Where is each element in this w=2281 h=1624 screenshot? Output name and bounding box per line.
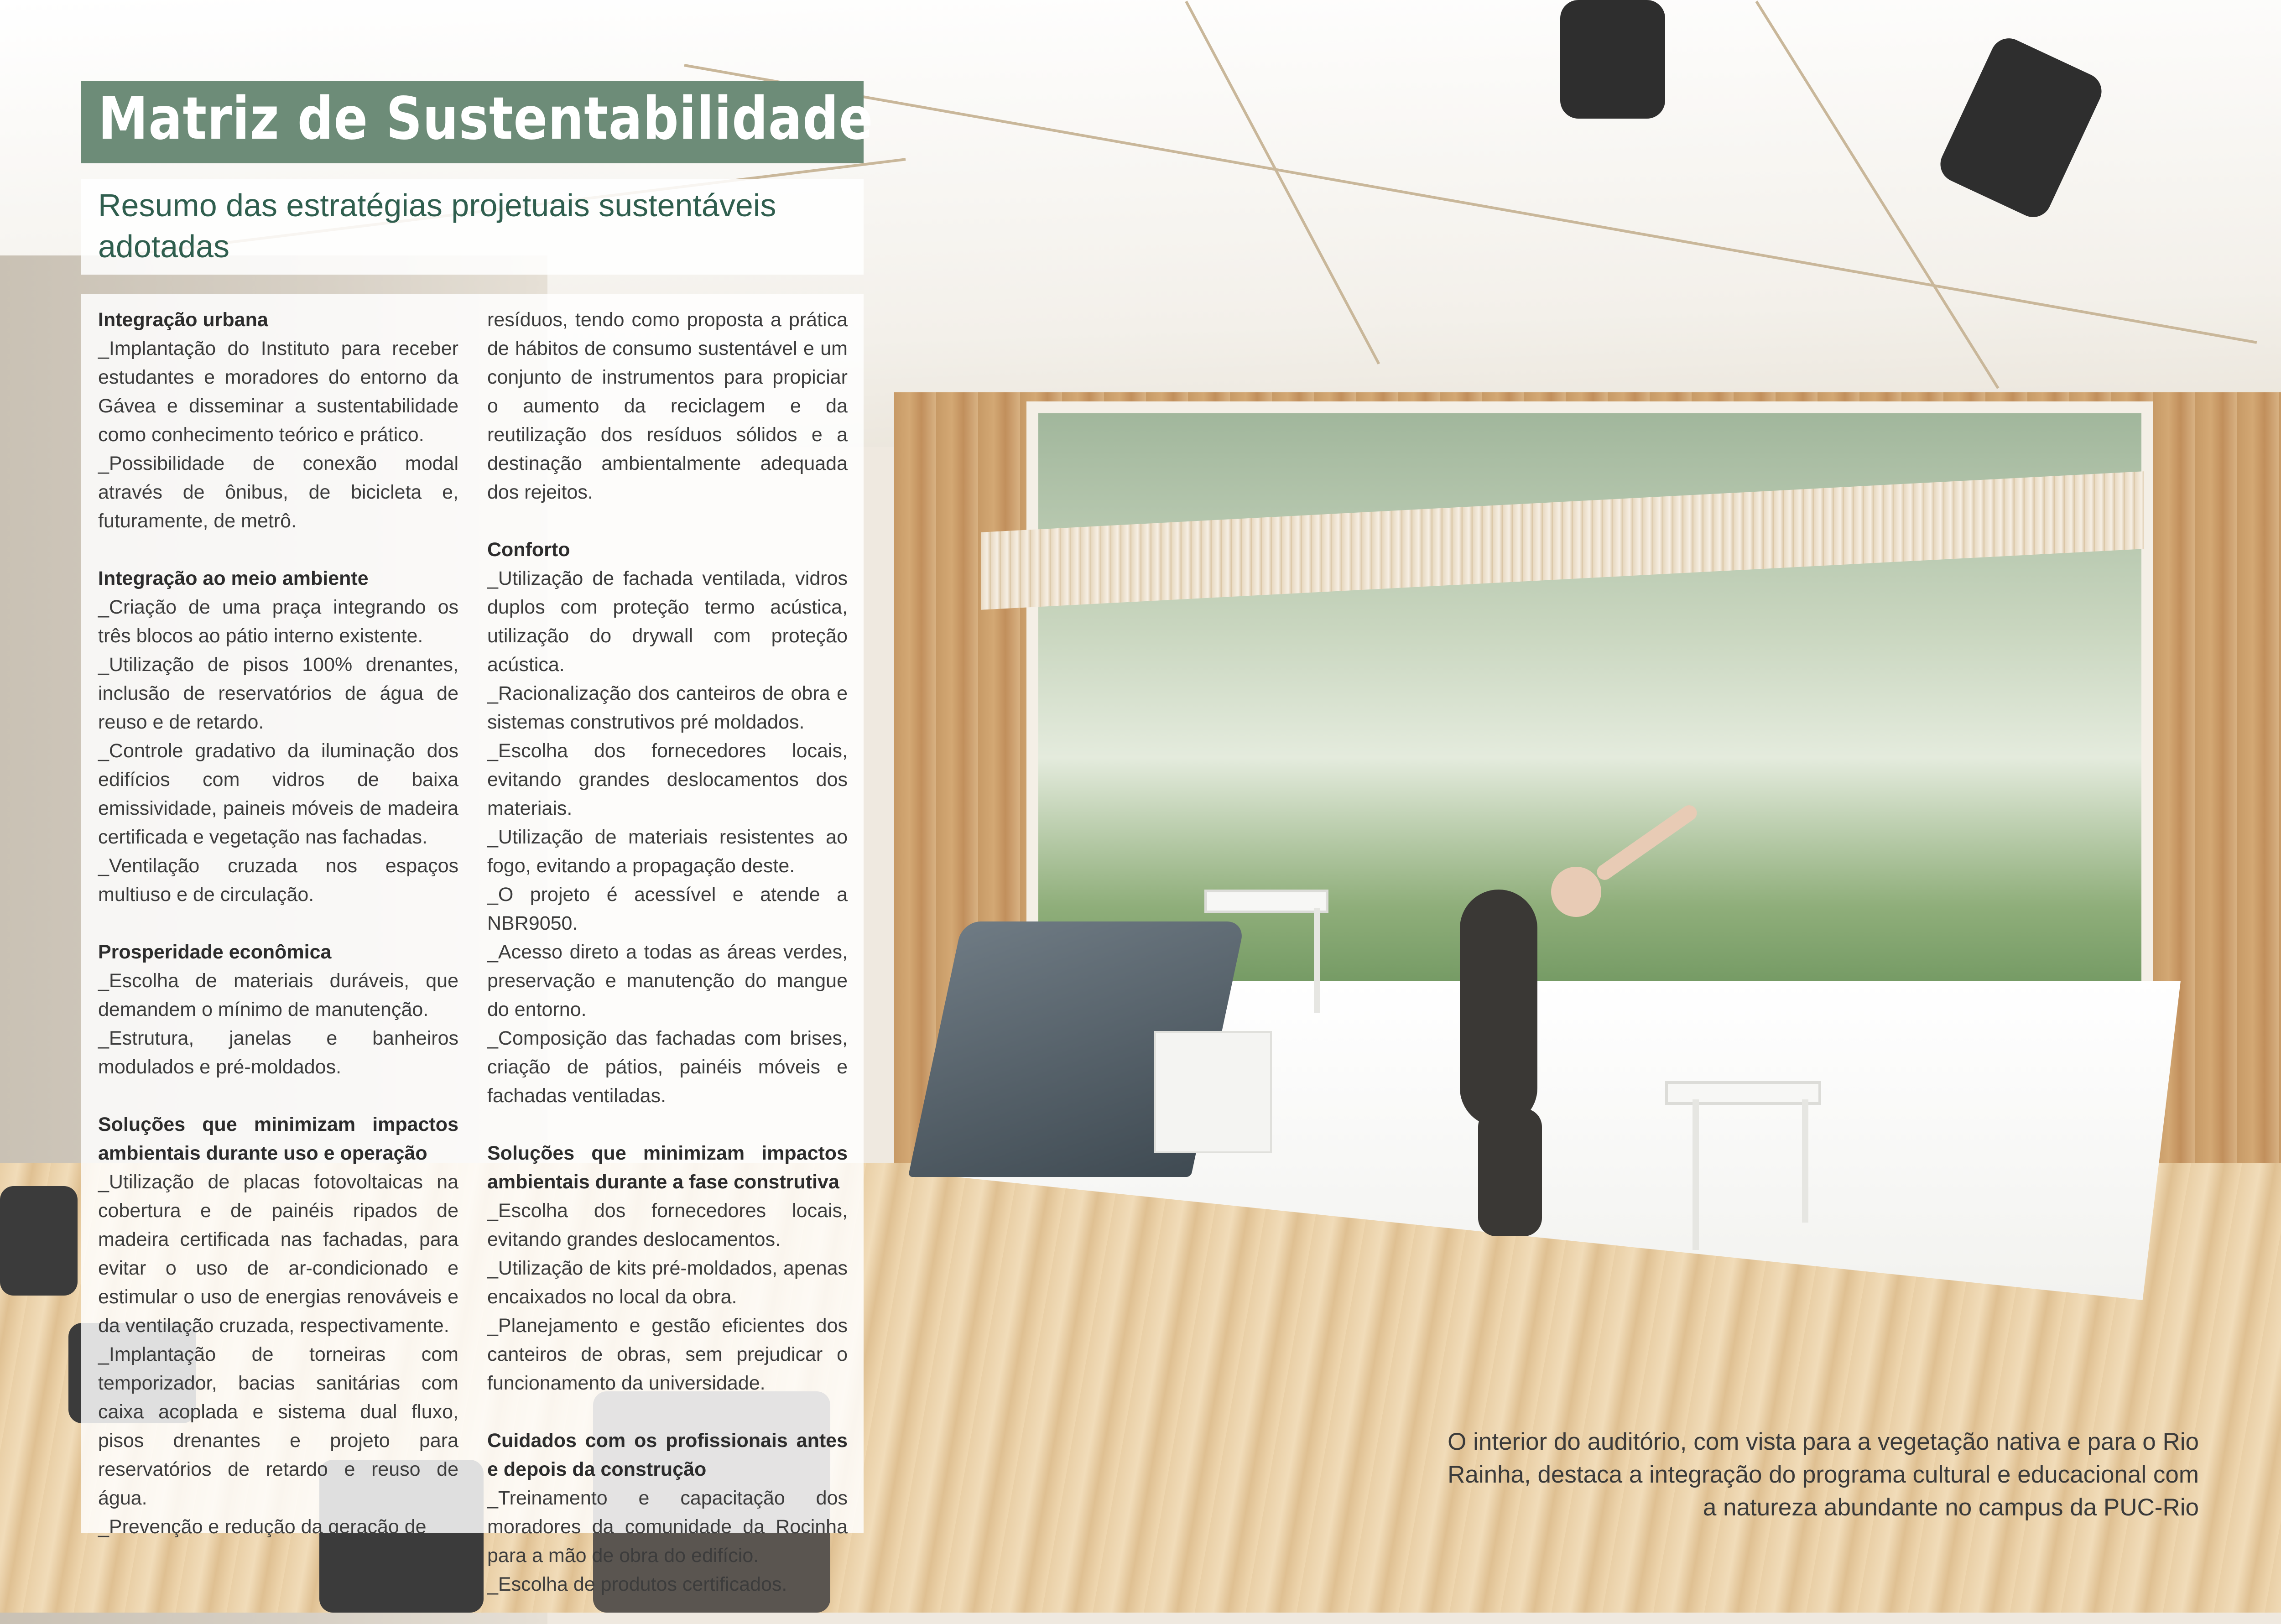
section-heading: Integração ao meio ambiente: [98, 567, 369, 589]
stage-spotlight: [1560, 0, 1665, 119]
dancer: [1460, 890, 1537, 1127]
table-leg: [1802, 1099, 1808, 1223]
section-heading: Soluções que minimizam impactos ambientais durante uso e operação: [98, 1114, 458, 1164]
dancer-legs: [1478, 1109, 1542, 1236]
section-item: _Criação de uma praça integrando os três blocos ao pátio interno existente.: [98, 596, 458, 647]
section-prosperidade-economica: [98, 938, 458, 1082]
section-item: _Controle gradativo da iluminação dos edifícios com vidros de baixa emissividade, paineis móveis de madeira certificada e vegetação nas fachadas.: [98, 740, 458, 848]
section-fase-construtiva: [487, 1139, 848, 1398]
section-item: _Estrutura, janelas e banheiros modulados e pré-moldados.: [98, 1027, 458, 1078]
section-item: _Implantação de torneiras com temporizador, bacias sanitárias com caixa acoplada e sistema dual fluxo, pisos drenantes e projeto para reservatórios de retardo e reuso de água.: [98, 1343, 458, 1509]
page-title: Matriz de Sustentabilidade: [98, 85, 874, 153]
section-heading: Prosperidade econômica: [98, 941, 332, 963]
section-item: _Ventilação cruzada nos espaços multiuso e de circulação.: [98, 855, 458, 906]
page-subtitle: Resumo das estratégias projetuais sustentáveis adotadas: [98, 187, 776, 264]
continued-text: resíduos, tendo como proposta a prática de hábitos de consumo sustentável e um conjunto de instrumentos para propiciar o aumento da reciclagem e da reutilização dos resíduos sólidos e a destinação ambientalmente adequada dos rejeitos.: [487, 309, 848, 503]
section-heading: Integração urbana: [98, 309, 268, 331]
section-item: _Escolha de produtos certificados.: [487, 1573, 787, 1595]
section-conforto: [487, 536, 848, 1110]
stage-table: [1665, 1081, 1821, 1105]
section-integracao-meio-ambiente: [98, 564, 458, 909]
section-heading: Cuidados com os profissionais antes e depois da construção: [487, 1430, 848, 1480]
audience-chair: [0, 1186, 78, 1296]
section-continuation: [487, 306, 848, 507]
section-uso-operacao: [98, 1110, 458, 1541]
section-item: _Treinamento e capacitação dos moradores da comunidade da Rocinha para a mão de obra do edifício.: [487, 1487, 848, 1567]
section-profissionais: [487, 1426, 848, 1599]
section-item: _Utilização de kits pré-moldados, apenas encaixados no local da obra.: [487, 1257, 848, 1308]
table-leg: [1314, 908, 1320, 1013]
table-leg: [1693, 1099, 1699, 1250]
section-item: _Escolha de materiais duráveis, que demandem o mínimo de manutenção.: [98, 970, 458, 1020]
stage-block: [1154, 1031, 1272, 1153]
stage-table: [1204, 890, 1328, 913]
section-item: _Utilização de pisos 100% drenantes, inclusão de reservatórios de água de reuso e de retardo.: [98, 654, 458, 733]
section-item: _Utilização de fachada ventilada, vidros duplos com proteção termo acústica, utilização do drywall com proteção acústica.: [487, 567, 848, 676]
section-heading: Conforto: [487, 539, 570, 561]
image-caption: O interior do auditório, com vista para a vegetação nativa e para o Rio Rainha, destaca a integração do programa cultural e educacional com a natureza abundante no campus da PUC-Rio: [1448, 1428, 2199, 1521]
section-item: _O projeto é acessível e atende a NBR9050.: [487, 884, 848, 934]
section-item: _Escolha dos fornecedores locais, evitando grandes deslocamentos.: [487, 1200, 848, 1250]
section-item: _Escolha dos fornecedores locais, evitando grandes deslocamentos dos materiais.: [487, 740, 848, 819]
section-item: _Prevenção e redução da geração de: [98, 1516, 427, 1538]
section-item: _Acesso direto a todas as áreas verdes, preservação e manutenção do mangue do entorno.: [487, 941, 848, 1020]
section-item: _Utilização de materiais resistentes ao fogo, evitando a propagação deste.: [487, 826, 848, 877]
section-integracao-urbana: [98, 306, 458, 536]
section-heading: Soluções que minimizam impactos ambientais durante a fase construtiva: [487, 1142, 848, 1193]
section-item: _Racionalização dos canteiros de obra e sistemas construtivos pré moldados.: [487, 682, 848, 733]
dancer-head: [1551, 867, 1601, 917]
section-item: _Possibilidade de conexão modal através de ônibus, de bicicleta e, futuramente, de metrô.: [98, 453, 458, 532]
section-item: _Composição das fachadas com brises, criação de pátios, painéis móveis e fachadas ventiladas.: [487, 1027, 848, 1107]
right-column: [487, 306, 848, 1599]
section-item: _Planejamento e gestão eficientes dos canteiros de obras, sem prejudicar o funcionamento da universidade.: [487, 1315, 848, 1394]
section-item: _Implantação do Instituto para receber estudantes e moradores do entorno da Gávea e disseminar a sustentabilidade como conhecimento teórico e prático.: [98, 338, 458, 446]
left-column: [98, 306, 458, 1541]
section-item: _Utilização de placas fotovoltaicas na cobertura e de painéis ripados de madeira certificada nas fachadas, para evitar o uso de ar-condicionado e estimular o uso de energias renováveis e da ventilação cruzada, respectivamente.: [98, 1171, 458, 1337]
